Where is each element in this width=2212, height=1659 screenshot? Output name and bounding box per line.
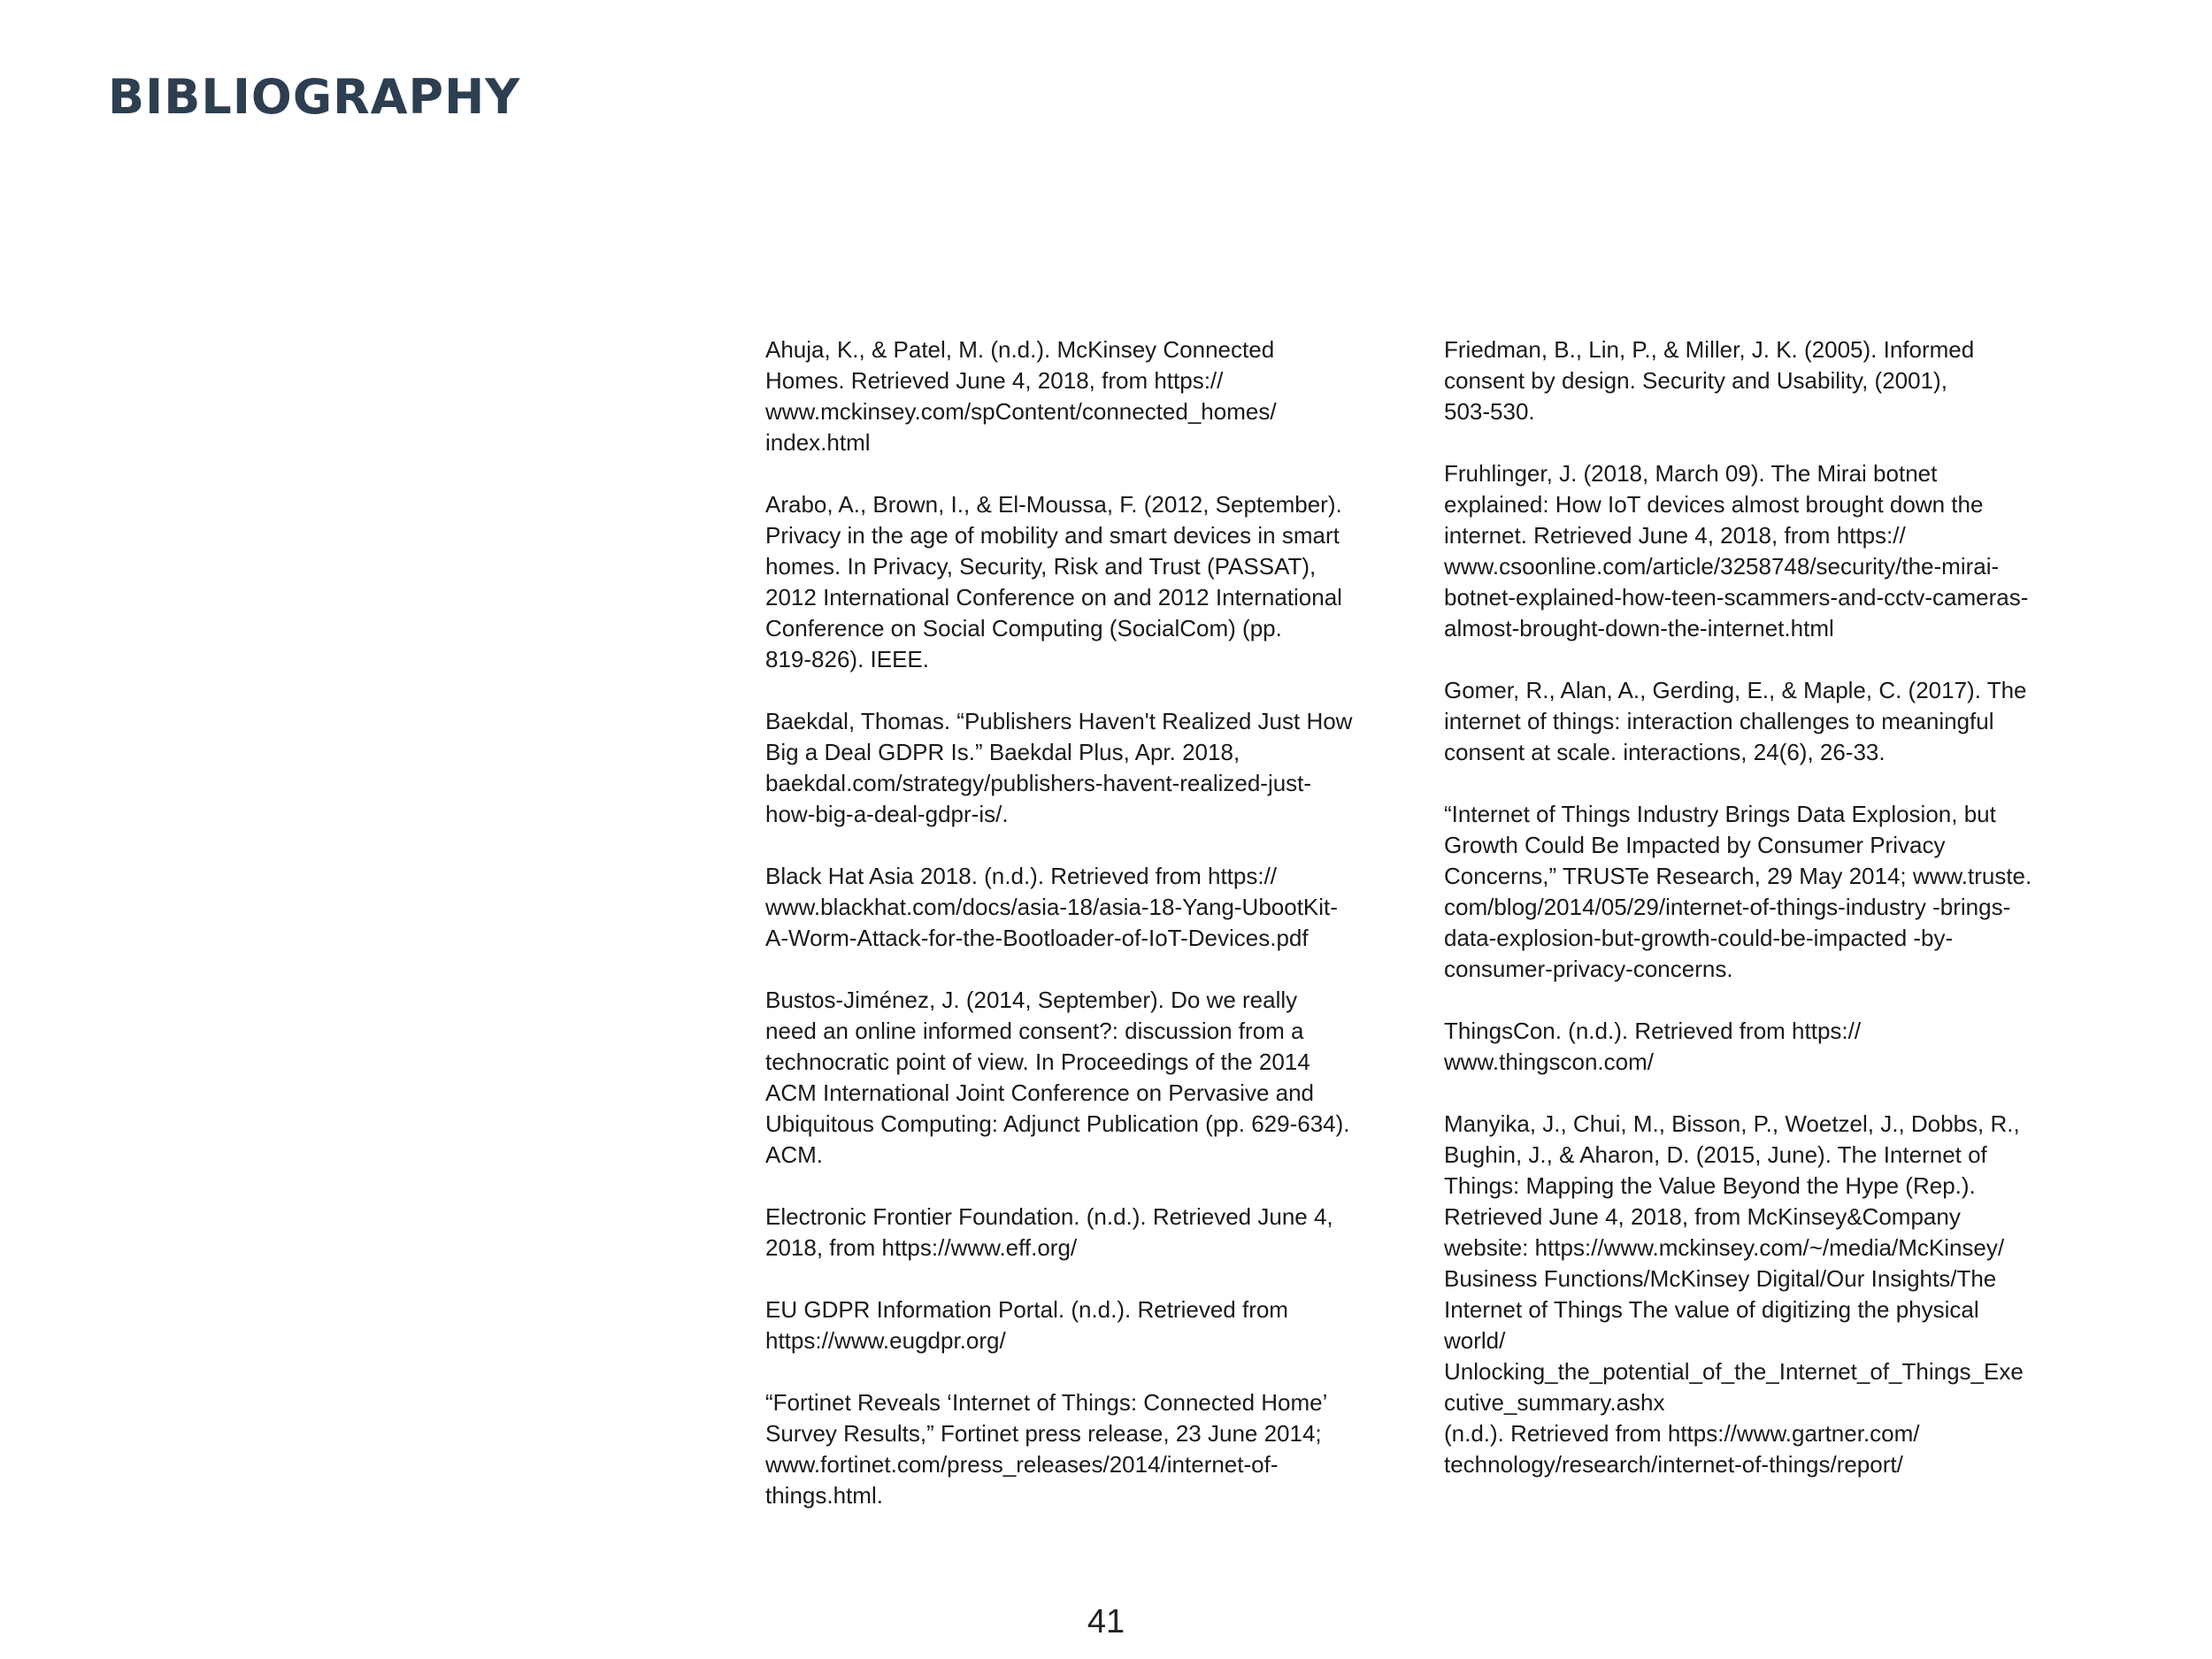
reference-line: need an online informed consent?: discussion from a (765, 1018, 1304, 1044)
reference-entry (765, 1202, 1394, 1263)
reference-entry (765, 861, 1394, 954)
reference-line: explained: How IoT devices almost brought down the (1444, 491, 1984, 518)
reference-line: 503-530. (1444, 398, 1535, 425)
page-number: 41 (1087, 1603, 1125, 1640)
bibliography-column-right (1444, 334, 2072, 1511)
reference-entry (1444, 675, 2072, 768)
reference-entry (765, 489, 1394, 675)
reference-line: Things: Mapping the Value Beyond the Hype (Rep.). (1444, 1172, 1976, 1199)
reference-line: Friedman, B., Lin, P., & Miller, J. K. (2005). Informed (1444, 336, 1975, 363)
reference-line: Retrieved June 4, 2018, from McKinsey&Company (1444, 1203, 1961, 1230)
reference-line: (n.d.). Retrieved from https://www.gartner.com/ (1444, 1420, 1920, 1447)
reference-line: internet. Retrieved June 4, 2018, from https:// (1444, 522, 1906, 549)
reference-line: A-Worm-Attack-for-the-Bootloader-of-IoT-Devices.pdf (765, 925, 1309, 951)
reference-line: 819-826). IEEE. (765, 646, 929, 672)
reference-line: baekdal.com/strategy/publishers-havent-realized-just- (765, 770, 1312, 796)
reference-line: botnet-explained-how-teen-scammers-and-cctv-cameras- (1444, 584, 2029, 611)
reference-line: things.html. (765, 1482, 883, 1509)
reference-line: consent by design. Security and Usability, (2001), (1444, 367, 1947, 394)
reference-line: consumer-privacy-concerns. (1444, 956, 1733, 982)
reference-line: www.thingscon.com/ (1444, 1048, 1654, 1075)
reference-line: data-explosion-but-growth-could-be-impacted -by- (1444, 925, 1954, 951)
reference-line: Big a Deal GDPR Is.” Baekdal Plus, Apr. 2018, (765, 739, 1240, 765)
page-title: BIBLIOGRAPHY (108, 69, 521, 125)
reference-line: technology/research/internet-of-things/report/ (1444, 1451, 1903, 1478)
reference-line: Ubiquitous Computing: Adjunct Publication (pp. 629-634). (765, 1110, 1350, 1137)
reference-line: how-big-a-deal-gdpr-is/. (765, 801, 1009, 827)
reference-line: Black Hat Asia 2018. (n.d.). Retrieved from https:// (765, 863, 1278, 889)
reference-line: “Internet of Things Industry Brings Data Explosion, but (1444, 801, 1996, 827)
reference-line: https://www.eugdpr.org/ (765, 1327, 1006, 1354)
reference-entry (765, 706, 1394, 830)
reference-line: consent at scale. interactions, 24(6), 26-33. (1444, 739, 1886, 765)
reference-line: Bughin, J., & Aharon, D. (2015, June). The Internet of (1444, 1141, 1987, 1168)
reference-line: ACM International Joint Conference on Pervasive and (765, 1079, 1315, 1106)
reference-line: internet of things: interaction challenges to meaningful (1444, 708, 1994, 734)
reference-line: Privacy in the age of mobility and smart devices in smart (765, 522, 1340, 549)
reference-line: www.fortinet.com/press_releases/2014/internet-of- (765, 1451, 1279, 1478)
reference-line: 2018, from https://www.eff.org/ (765, 1234, 1078, 1261)
reference-line: EU GDPR Information Portal. (n.d.). Retrieved from (765, 1296, 1288, 1323)
reference-line: Conference on Social Computing (SocialCom) (pp. (765, 615, 1282, 641)
bibliography-column-left (765, 334, 1394, 1542)
reference-line: 2012 International Conference on and 2012 International (765, 584, 1342, 611)
reference-line: index.html (765, 429, 871, 456)
reference-line: Gomer, R., Alan, A., Gerding, E., & Maple, C. (2017). The (1444, 677, 2027, 703)
reference-entry (765, 1387, 1394, 1511)
reference-line: almost-brought-down-the-internet.html (1444, 615, 1834, 641)
reference-line: Unlocking_the_potential_of_the_Internet_of_Things_Exe (1444, 1358, 2024, 1385)
reference-entry (1444, 1016, 2072, 1078)
reference-entry (765, 985, 1394, 1171)
reference-line: Concerns,” TRUSTe Research, 29 May 2014; www.truste. (1444, 863, 2032, 889)
reference-line: com/blog/2014/05/29/internet-of-things-industry -brings- (1444, 894, 2011, 920)
reference-line: Ahuja, K., & Patel, M. (n.d.). McKinsey Connected (765, 336, 1275, 363)
reference-entry (1444, 1109, 2072, 1480)
reference-line: www.mckinsey.com/spContent/connected_homes/ (765, 398, 1277, 425)
reference-line: Business Functions/McKinsey Digital/Our Insights/The (1444, 1265, 1997, 1292)
reference-line: ThingsCon. (n.d.). Retrieved from https:// (1444, 1018, 1862, 1044)
reference-line: “Fortinet Reveals ‘Internet of Things: Connected Home’ (765, 1389, 1328, 1416)
reference-line: Internet of Things The value of digitizing the physical (1444, 1296, 1979, 1323)
reference-entry (765, 334, 1394, 458)
reference-line: www.blackhat.com/docs/asia-18/asia-18-Yang-UbootKit- (765, 894, 1338, 920)
reference-line: Baekdal, Thomas. “Publishers Haven't Realized Just How (765, 708, 1353, 734)
reference-line: cutive_summary.ashx (1444, 1389, 1665, 1416)
reference-line: Homes. Retrieved June 4, 2018, from https:// (765, 367, 1224, 394)
reference-line: Bustos-Jiménez, J. (2014, September). Do we really (765, 987, 1298, 1013)
reference-line: Electronic Frontier Foundation. (n.d.). Retrieved June 4, (765, 1203, 1333, 1230)
reference-entry (765, 1294, 1394, 1356)
reference-line: Manyika, J., Chui, M., Bisson, P., Woetzel, J., Dobbs, R., (1444, 1110, 2020, 1137)
reference-line: world/ (1444, 1327, 1506, 1354)
reference-line: ACM. (765, 1141, 823, 1168)
reference-entry (1444, 334, 2072, 427)
reference-line: homes. In Privacy, Security, Risk and Trust (PASSAT), (765, 553, 1317, 580)
reference-entry (1444, 458, 2072, 644)
reference-line: Arabo, A., Brown, I., & El-Moussa, F. (2012, September). (765, 491, 1342, 518)
reference-line: Growth Could Be Impacted by Consumer Privacy (1444, 832, 1946, 858)
reference-line: website: https://www.mckinsey.com/~/media/McKinsey/ (1444, 1234, 2005, 1261)
reference-entry (1444, 799, 2072, 985)
reference-line: www.csoonline.com/article/3258748/security/the-mirai- (1444, 553, 2000, 580)
reference-line: Survey Results,” Fortinet press release, 23 June 2014; (765, 1420, 1322, 1447)
reference-line: Fruhlinger, J. (2018, March 09). The Mirai botnet (1444, 460, 1938, 487)
reference-line: technocratic point of view. In Proceedings of the 2014 (765, 1048, 1310, 1075)
